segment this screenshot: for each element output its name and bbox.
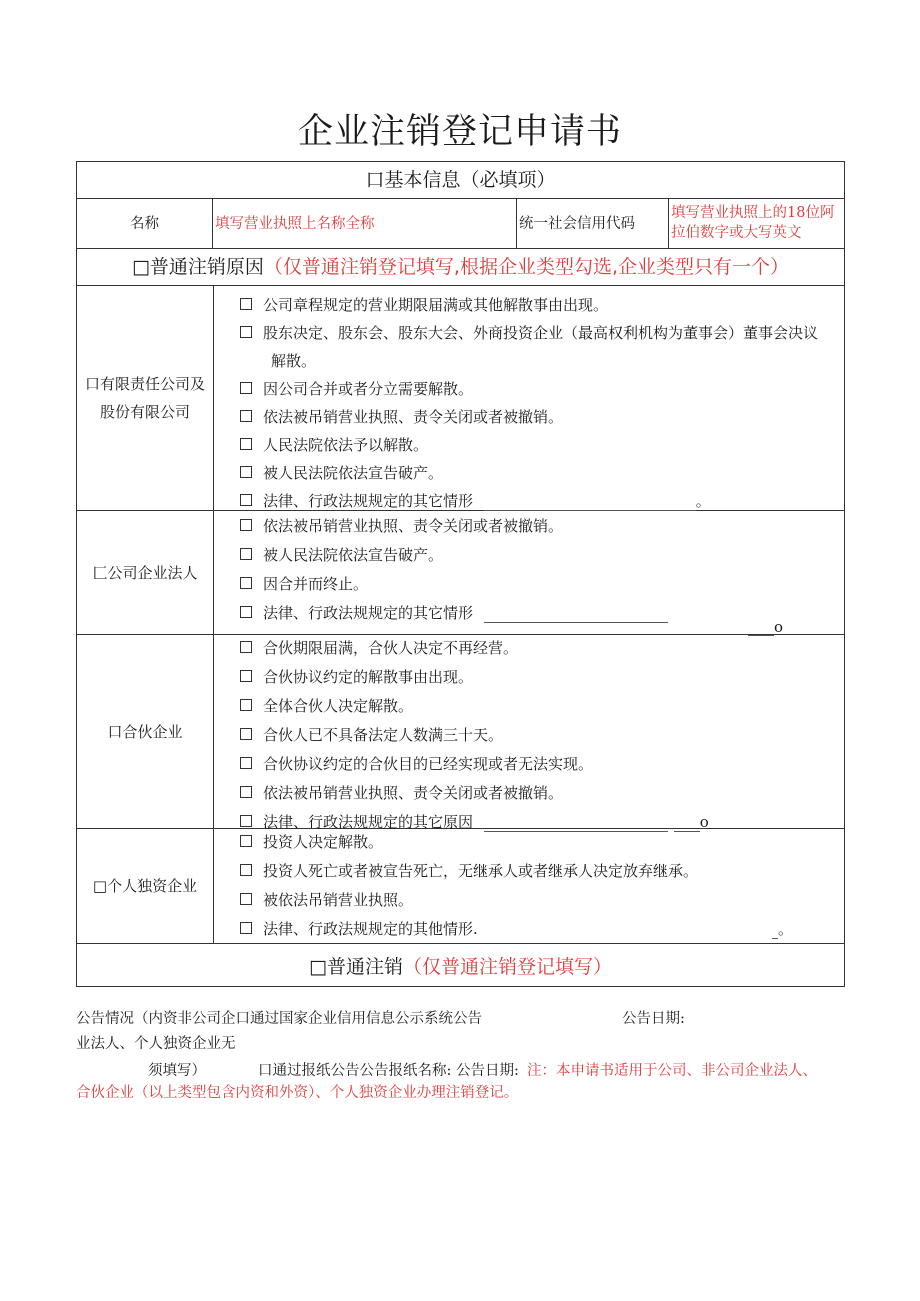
reason-title: □普通注销原因 (131, 256, 264, 278)
checkbox[interactable] (240, 835, 252, 847)
checkbox[interactable] (240, 548, 252, 560)
end-mark: 。 (695, 492, 711, 510)
checkbox[interactable] (240, 577, 252, 589)
checkbox[interactable] (240, 699, 252, 711)
end-mark-line: o (748, 618, 783, 636)
option-item[interactable]: 被人民法院依法宣告破产。 (240, 544, 443, 565)
option-item[interactable]: 合伙人已不具备法定人数满三十天。 (240, 724, 503, 745)
reason-note: （仅普通注销登记填写,根据企业类型勾选,企业类型只有一个） (263, 256, 790, 278)
checkbox[interactable] (240, 641, 252, 653)
option-item[interactable]: 法律、行政法规规定的其他情形. (240, 918, 478, 939)
credit-code-label: 统一社会信用代码 (517, 199, 669, 248)
page-title: 企业注销登记申请书 (297, 112, 622, 152)
option-item[interactable]: 投资人决定解散。 (240, 831, 383, 852)
note-line-1: 注：本申请书适用于公司、非公司企业法人、 (527, 1063, 817, 1079)
name-label: 名称 (77, 199, 213, 248)
option-item[interactable]: 人民法院依法予以解散。 (240, 434, 428, 455)
newspaper-name-label[interactable]: 口通过报纸公告公告报纸名称: (258, 1063, 452, 1079)
option-item[interactable]: 法律、行政法规规定的其它情形 。 (240, 490, 711, 511)
checkbox[interactable] (240, 815, 252, 827)
option-item[interactable]: 合伙协议约定的合伙目的已经实现或者无法实现。 (240, 753, 593, 774)
option-item[interactable]: 依法被吊销营业执照、责令关闭或者被撤销。 (240, 406, 563, 427)
checkbox[interactable] (240, 466, 252, 478)
normal-deregistration-header (77, 944, 844, 986)
checkbox[interactable] (240, 494, 252, 506)
application-form-table (76, 161, 845, 987)
option-item[interactable]: 投资人死亡或者被宣告死亡，无继承人或者继承人决定放弃继承。 (240, 860, 698, 881)
option-item[interactable]: 因公司合并或者分立需要解散。 (240, 378, 473, 399)
option-item[interactable]: 依法被吊销营业执照、责令关闭或者被撤销。 (240, 515, 563, 536)
option-item[interactable]: 股东决定、股东会、股东大会、外商投资企业（最高权利机构为董事会）董事会决议 (240, 322, 818, 343)
category-partnership[interactable]: 口合伙企业 (77, 635, 214, 828)
checkbox[interactable] (240, 519, 252, 531)
deregistration-reason-header (77, 249, 844, 286)
checkbox[interactable] (240, 606, 252, 618)
section-corporate-legal-person (77, 511, 844, 635)
end-mark-line: 。 (772, 918, 793, 939)
option-item[interactable]: 法律、行政法规规定的其它情形 (240, 602, 668, 623)
option-item[interactable]: 合伙协议约定的解散事由出现。 (240, 666, 473, 687)
basic-info-title: 口基本信息（必填项） (365, 169, 556, 191)
option-continuation: 解散。 (271, 352, 317, 370)
category-corporate-legal-person[interactable]: 匚公司企业法人 (77, 511, 214, 634)
basic-info-header (77, 162, 844, 199)
checkbox[interactable] (240, 728, 252, 740)
note-line-2: 合伙企业（以上类型包含内资和外资）、个人独资企业办理注销登记。 (76, 1085, 519, 1101)
option-item[interactable]: 法律、行政法规规定的其它原因 o (240, 811, 709, 832)
checkbox[interactable] (240, 326, 252, 338)
option-item[interactable]: 因合并而终止。 (240, 573, 368, 594)
credit-code-field[interactable]: 填写营业执照上的18位阿拉伯数字或大写英文 (671, 205, 835, 241)
section-partnership (77, 635, 844, 829)
checkbox[interactable] (240, 438, 252, 450)
other-reason-blank[interactable] (484, 496, 696, 511)
checkbox[interactable] (240, 922, 252, 934)
normal-note: （仅普通注销登记填写） (402, 956, 612, 978)
checkbox[interactable] (240, 757, 252, 769)
checkbox[interactable] (240, 893, 252, 905)
announcement-line-1: 公告情况（内资非公司企口通过国家企业信用信息公示系统公告 (76, 1011, 482, 1027)
announcement-date-2[interactable]: 公告日期: (456, 1063, 519, 1079)
checkbox[interactable] (240, 410, 252, 422)
option-item[interactable]: 被依法吊销营业执照。 (240, 889, 413, 910)
option-item[interactable]: 全体合伙人决定解散。 (240, 695, 413, 716)
checkbox[interactable] (240, 864, 252, 876)
announcement-date-1[interactable]: 公告日期: (622, 1011, 685, 1027)
category-limited-company[interactable]: 口有限责任公司及股份有限公司 (77, 286, 214, 510)
announcement-line-2: 业法人、个人独资企业无 (76, 1036, 236, 1052)
section-limited-company (77, 286, 844, 511)
checkbox[interactable] (240, 382, 252, 394)
section-sole-proprietorship (77, 829, 844, 944)
checkbox[interactable] (240, 298, 252, 310)
other-reason-blank[interactable] (484, 608, 668, 623)
checkbox[interactable] (240, 786, 252, 798)
end-mark: o (699, 813, 709, 831)
announcement-line-3: 须填写） (148, 1063, 206, 1079)
basic-info-row (77, 199, 844, 249)
category-sole-proprietorship[interactable]: □个人独资企业 (77, 829, 214, 943)
name-field[interactable]: 填写营业执照上名称全称 (213, 199, 517, 248)
option-item[interactable]: 依法被吊销营业执照、责令关闭或者被撤销。 (240, 782, 563, 803)
checkbox[interactable] (240, 670, 252, 682)
option-item[interactable]: 公司章程规定的营业期限届满或其他解散事由出现。 (240, 294, 608, 315)
option-item[interactable]: 被人民法院依法宣告破产。 (240, 462, 443, 483)
normal-title: □普通注销 (309, 956, 403, 978)
option-item[interactable]: 合伙期限届满，合伙人决定不再经营。 (240, 637, 518, 658)
